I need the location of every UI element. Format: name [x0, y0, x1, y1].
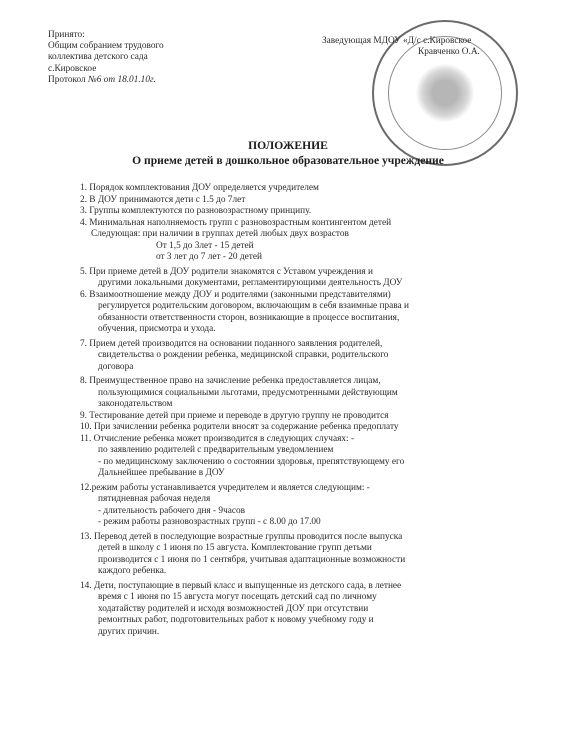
approval-line: Общим собранием трудового	[48, 41, 164, 52]
list-item-continuation: Дальнейшее пребывание в ДОУ	[98, 468, 225, 478]
list-item-continuation: Следующая: при наличии в группах детей любых двух возрастов	[91, 229, 349, 239]
list-item-continuation: время с 1 июня по 15 августа могут посещать детский сад по личному	[98, 592, 377, 602]
list-item-continuation: пользующимися социальными льготами, предусмотренными действующим	[98, 387, 398, 398]
list-item-continuation: От 1,5 до 3лет - 15 детей	[156, 240, 254, 251]
list-item: 9. Тестирование детей при приеме и переводе в другую группу не проводится	[80, 410, 389, 421]
document-body	[80, 183, 500, 638]
list-item-continuation: обязанности ответственности сторон, возникающие в процессе воспитания,	[98, 312, 400, 323]
list-item: 14. Дети, поступающие в первый класс и выпущенные из детского сада, в летнее	[80, 580, 402, 591]
list-item: 13. Перевод детей в последующие возрастные группы проводится после выпуска	[80, 531, 403, 542]
list-item: 6. Взаимоотношение между ДОУ и родителями (законными представителями)	[80, 289, 391, 300]
protocol-number: №6 от 18.01.10г.	[88, 74, 156, 85]
head-title-line: Заведующая МДОУ «Д/с с.Кировское	[322, 36, 472, 46]
approval-block	[48, 30, 278, 86]
list-item-continuation: - режим работы разновозрастных групп - с 8.00 до 17.00	[98, 517, 321, 527]
list-item-continuation: свидетельства о рождении ребенка, медицинской справки, родительского	[98, 350, 389, 360]
list-item-continuation: по заявлению родителей с предварительным уведомлением	[98, 445, 334, 455]
approval-line: Принято:	[48, 30, 85, 40]
list-item-continuation: производится с 1 июня по 1 сентября, учитывая адаптационные возможности	[98, 554, 406, 565]
protocol-label: Протокол	[48, 74, 86, 85]
list-item-continuation: ремонтных работ, подготовительных работ к новому учебному году и	[98, 615, 374, 625]
list-item: 11. Отчисление ребенка может производится в следующих случаях: -	[80, 433, 355, 444]
list-item: 12.режим работы устанавливается учредителем и является следующим: -	[80, 482, 370, 493]
list-item: 5. При приеме детей в ДОУ родители знакомятся с Уставом учреждения и	[80, 266, 373, 277]
document-subtitle: О приеме детей в дошкольное образовательное учреждение	[132, 154, 444, 167]
list-item-continuation: обучения, присмотра и ухода.	[98, 324, 216, 334]
list-item-continuation: детей в школу с 1 июня по 15 августа. Комплектование групп детьми	[98, 543, 372, 553]
list-item-continuation: законодательством	[98, 399, 173, 409]
list-item: 4. Минимальная наполняемость групп с разновозрастным контингентом детей	[80, 217, 392, 228]
list-item-continuation: пятидневная рабочая неделя	[98, 494, 211, 504]
list-item-continuation: от 3 лет до 7 лет - 20 детей	[156, 252, 262, 262]
list-item-continuation: другими локальными документами, регламентирующими деятельность ДОУ	[98, 278, 403, 288]
list-item: 8. Преимущественное право на зачисление ребенка предоставляется лицам,	[80, 376, 381, 386]
head-approval-block	[322, 36, 537, 58]
list-item: 7. Прием детей производится на основании поданного заявления родителей,	[80, 338, 383, 349]
list-item: 2. В ДОУ принимаются дети с 1.5 до 7лет	[80, 194, 246, 205]
approval-line: коллектива детского сада	[48, 52, 148, 63]
approval-line: с.Кировское	[48, 63, 97, 74]
list-item-continuation: других причин.	[98, 626, 160, 637]
list-item: 3. Группы комплектуются по разновозрастному принципу.	[80, 206, 312, 216]
list-item-continuation: ходатайству родителей и исходя возможностей ДОУ при отсутствии	[98, 603, 369, 614]
protocol-line	[48, 75, 278, 86]
document-title: ПОЛОЖЕНИЕ	[248, 139, 328, 152]
list-item-continuation: - длительность рабочего дня - 9часов	[98, 505, 246, 516]
list-item-continuation: регулируется родительским договором, включающим в себя взаимные права и	[98, 301, 409, 311]
list-item: 1. Порядок комплектования ДОУ определяется учредителем	[80, 183, 319, 193]
list-item-continuation: каждого ребенка.	[98, 566, 167, 576]
list-item: 10. При зачислении ребенка родители вносят за содержание ребенка предоплату	[80, 422, 399, 432]
list-item-continuation: - по медицинскому заключению о состоянии здоровья, препятствующему его	[98, 456, 405, 467]
list-item-continuation: договора	[98, 361, 134, 372]
head-name-line: Кравченко О.А.	[418, 47, 480, 58]
